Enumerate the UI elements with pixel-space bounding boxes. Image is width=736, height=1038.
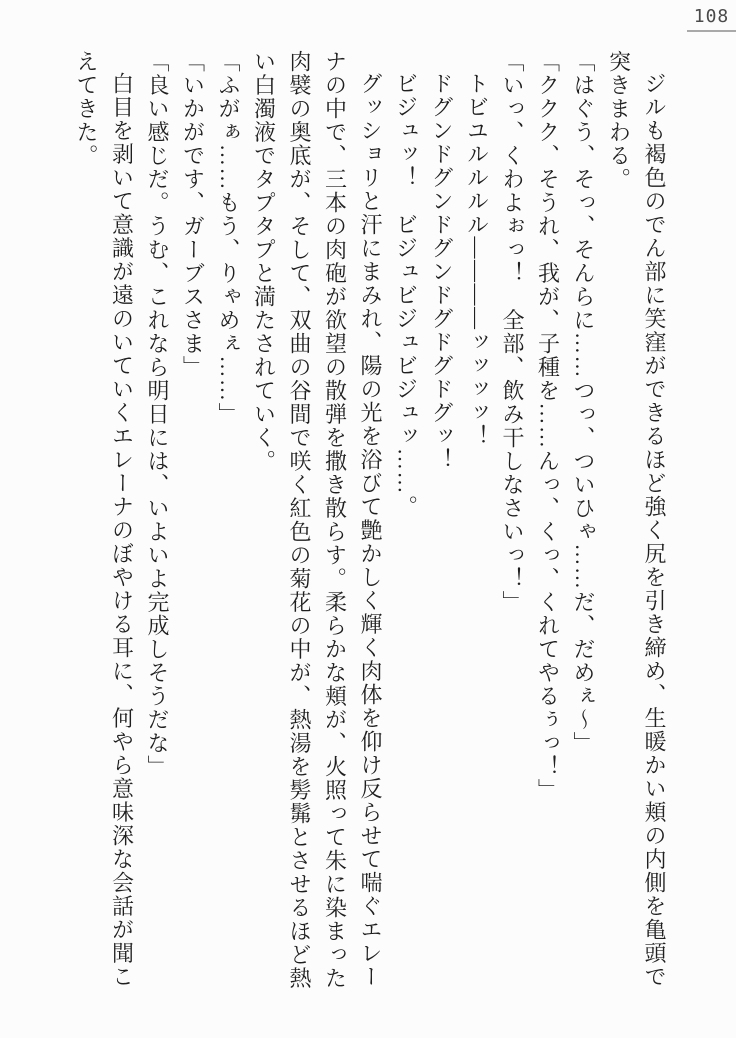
text-line: ビジュッ！ ビジュビジュビジュッ……。 xyxy=(393,72,419,519)
text-line: 「いっ、くわよぉっ！ 全部、飲み干しなさいっ！」 xyxy=(500,50,525,614)
text-line: グッショリと汗にまみれ、陽の光を浴びて艶かしく輝く肉体を仰け反らせて喘ぐエレーナの中で、三本の肉砲が欲望の散弾を撒き散らす。柔らかな頬が、火照って朱に染まった肉襞の奥底が、そして、双曲の谷間で咲く紅色の菊花の中が、熱湯を髣髴とさせるほど熱い白濁液でタプタプと満たされていく。 xyxy=(251,50,383,990)
text-line: トビユルルルル――――ッッッッ！ xyxy=(464,72,490,448)
text-line: 白目を剥いて意識が遠のいていくエレーナのぼやける耳に、何やら意味深な会話が聞こえてきた。 xyxy=(74,50,135,989)
page-number: 108 xyxy=(693,6,730,27)
text-line: ドグンドグンドグンドグドグドグッ！ xyxy=(429,72,454,472)
text-line: 「ふがぁ……もう、りゃめぇ……」 xyxy=(216,50,241,426)
text-line: 「良い感じだ。うむ、これなら明日には、いよいよ完成しそうだな」 xyxy=(145,50,170,779)
text-line: 「いかがです、ガーブスさま」 xyxy=(180,50,206,379)
page-number-block xyxy=(687,6,736,32)
text-line: 「はぐう、そっ、そんらに……つっ、ついひゃ……だ、だめぇ～」 xyxy=(571,50,596,755)
text-line: ジルも褐色のでん部に笑窪ができるほど強く尻を引き締め、生暖かい頬の内側を亀頭で突きまわる。 xyxy=(606,50,667,989)
text-area xyxy=(69,50,673,990)
text-line: 「ククク、そうれ、我が、子種を……んっ、くっ、くれてやるぅっ！」 xyxy=(535,50,561,802)
